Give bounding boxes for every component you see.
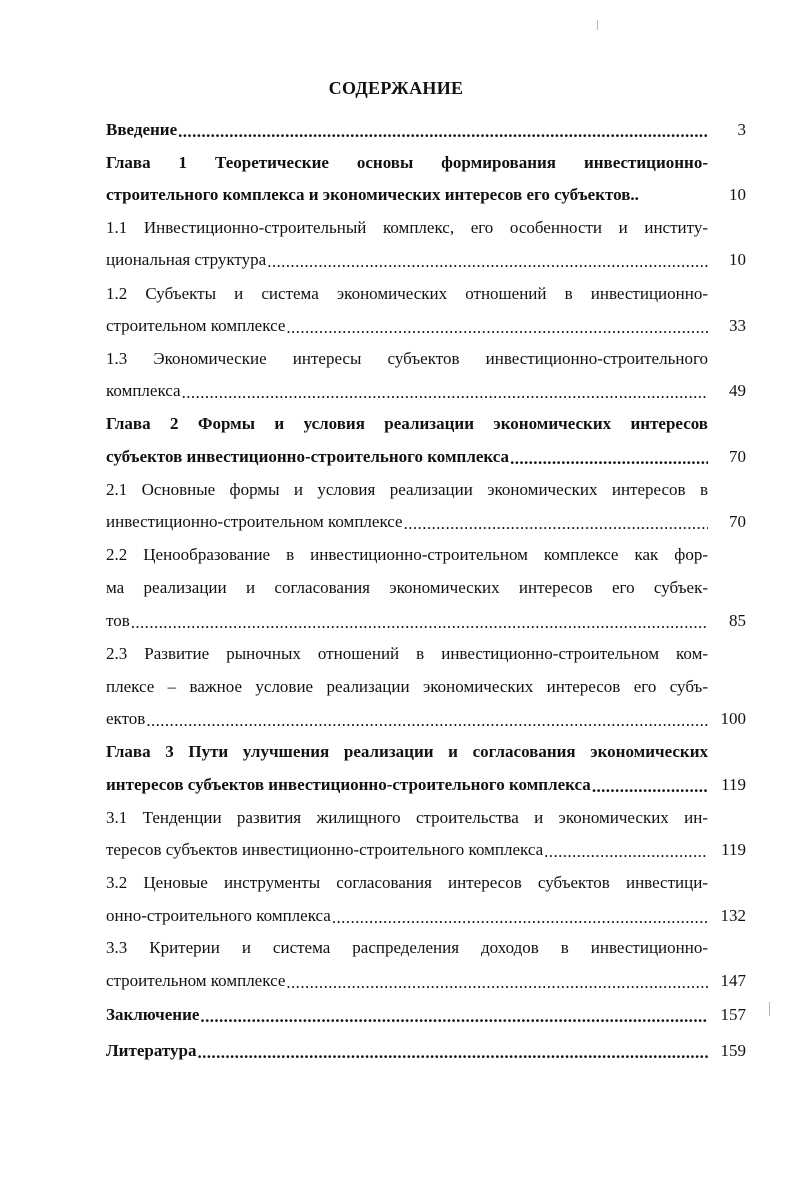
toc-entry-3-3-cont[interactable] xyxy=(106,969,708,993)
entry-title: субъектов инвестиционно-строительного комплекса xyxy=(106,447,510,466)
leader-dots xyxy=(510,449,708,469)
leader-dots xyxy=(197,1043,708,1063)
leader-dots xyxy=(146,711,708,731)
toc-entry-2-1-cont[interactable] xyxy=(106,510,708,534)
toc-entry-chapter-1-cont[interactable] xyxy=(106,183,708,207)
toc-entry-2-3-cont[interactable]: плексе – важное условие реализации экономических интересов его субъ- xyxy=(106,677,708,696)
page-number: 147 xyxy=(720,971,746,990)
entry-title: ектов xyxy=(106,709,146,728)
toc-entry-chapter-1[interactable]: Глава 1 Теоретические основы формирования инвестиционно- xyxy=(106,153,708,172)
toc-entry-3-2-cont[interactable] xyxy=(106,904,708,928)
entry-title: тов xyxy=(106,611,130,630)
toc-entry-chapter-2-cont[interactable] xyxy=(106,445,708,469)
toc-entry-3-3[interactable]: 3.3 Критерии и система распределения доходов в инвестиционно- xyxy=(106,938,708,957)
page-number: 70 xyxy=(729,512,746,531)
toc-entry-1-2-cont[interactable] xyxy=(106,314,708,338)
toc-entry-2-1[interactable]: 2.1 Основные формы и условия реализации экономических интересов в xyxy=(106,480,708,499)
entry-title: онно-строительного комплекса xyxy=(106,906,331,925)
leader-dots xyxy=(286,973,708,993)
entry-title: интересов субъектов инвестиционно-строительного комплекса xyxy=(106,775,591,794)
leader-dots xyxy=(286,318,708,338)
leader-dots xyxy=(544,842,708,862)
toc-entry-1-1-cont[interactable] xyxy=(106,248,708,272)
toc-entry-chapter-3[interactable]: Глава 3 Пути улучшения реализации и согласования экономических xyxy=(106,742,708,761)
leader-dots xyxy=(592,777,708,797)
toc-entry-2-2-cont2[interactable] xyxy=(106,609,708,633)
page-number: 3 xyxy=(737,120,746,139)
page-number: 132 xyxy=(720,906,746,925)
toc-entry-3-2[interactable]: 3.2 Ценовые инструменты согласования интересов субъектов инвестици- xyxy=(106,873,708,892)
leader-dots xyxy=(178,122,708,142)
toc-entry-2-2-cont[interactable]: ма реализации и согласования экономических интересов его субъек- xyxy=(106,578,708,597)
page-number: 10 xyxy=(729,185,746,204)
toc-entry-2-3[interactable]: 2.3 Развитие рыночных отношений в инвестиционно-строительном ком- xyxy=(106,644,708,663)
entry-title: строительном комплексе xyxy=(106,971,286,990)
toc-entry-chapter-2[interactable]: Глава 2 Формы и условия реализации экономических интересов xyxy=(106,414,708,433)
entry-title: тересов субъектов инвестиционно-строительного комплекса xyxy=(106,840,544,859)
leader-dots xyxy=(404,514,708,534)
leader-dots xyxy=(267,252,708,272)
entry-title: строительном комплексе xyxy=(106,316,286,335)
page-number: 159 xyxy=(720,1041,746,1060)
toc-entry-literature[interactable] xyxy=(106,1039,708,1063)
toc-entry-intro[interactable] xyxy=(106,118,708,142)
leader-dots xyxy=(182,383,708,403)
entry-title: инвестиционно-строительном комплексе xyxy=(106,512,403,531)
toc-entry-1-3[interactable]: 1.3 Экономические интересы субъектов инвестиционно-строительного xyxy=(106,349,708,368)
leader-dots xyxy=(332,908,708,928)
entry-title: строительного комплекса и экономических интересов его субъектов.. xyxy=(106,185,639,204)
page-number: 157 xyxy=(720,1005,746,1024)
toc-entry-1-1[interactable]: 1.1 Инвестиционно-строительный комплекс, его особенности и институ- xyxy=(106,218,708,237)
page-number: 70 xyxy=(729,447,746,466)
toc-entry-chapter-3-cont[interactable] xyxy=(106,773,708,797)
page-number: 100 xyxy=(720,709,746,728)
toc-entry-conclusion[interactable] xyxy=(106,1003,708,1027)
page-number: 10 xyxy=(729,250,746,269)
entry-title: циональная структура xyxy=(106,250,267,269)
entry-title: комплекса xyxy=(106,381,181,400)
entry-title: Литература xyxy=(106,1041,197,1060)
leader-dots xyxy=(200,1007,708,1027)
page-number: 119 xyxy=(721,840,746,859)
toc-entry-1-3-cont[interactable] xyxy=(106,379,708,403)
page-number: 33 xyxy=(729,316,746,335)
toc-entry-1-2[interactable]: 1.2 Субъекты и система экономических отношений в инвестиционно- xyxy=(106,284,708,303)
leader-dots xyxy=(131,613,708,633)
toc-entry-3-1-cont[interactable] xyxy=(106,838,708,862)
page-number: 49 xyxy=(729,381,746,400)
toc-entry-2-2[interactable]: 2.2 Ценообразование в инвестиционно-строительном комплексе как фор- xyxy=(106,545,708,564)
page-number: 119 xyxy=(721,775,746,794)
page-number: 85 xyxy=(729,611,746,630)
entry-title: Введение xyxy=(106,120,178,139)
toc-entry-2-3-cont2[interactable] xyxy=(106,707,708,731)
toc-title: СОДЕРЖАНИЕ xyxy=(328,78,464,98)
toc-entry-3-1[interactable]: 3.1 Тенденции развития жилищного строительства и экономических ин- xyxy=(106,808,708,827)
entry-title: Заключение xyxy=(106,1005,200,1024)
